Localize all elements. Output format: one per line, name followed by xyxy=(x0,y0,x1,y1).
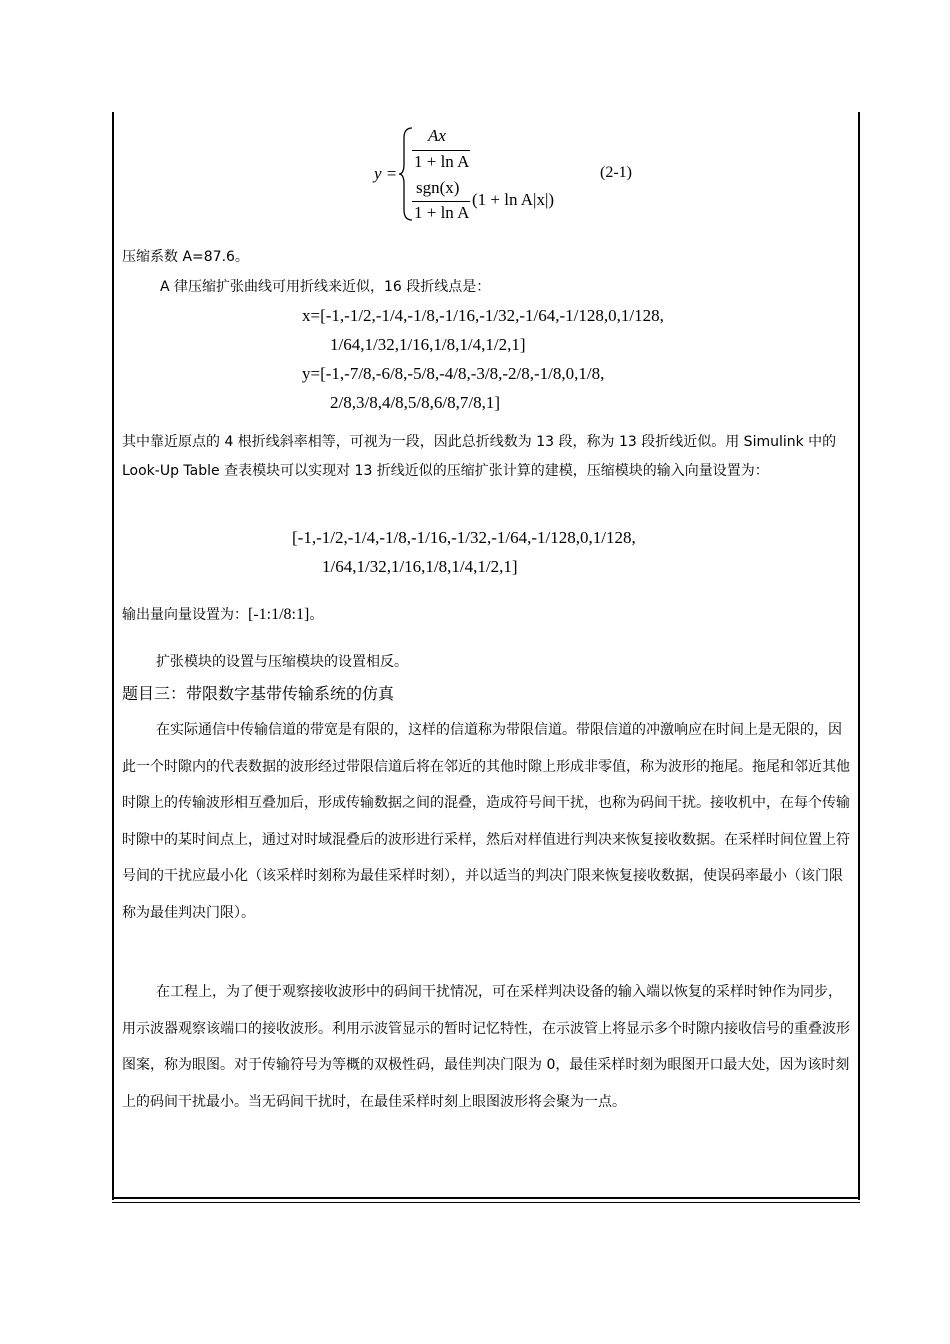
y-breakpoints-line-2: 2/8,3/8,4/8,5/8,6/8,7/8,1] xyxy=(330,393,500,412)
paragraph-isi-text: 在实际通信中传输信道的带宽是有限的，这样的信道称为带限信道。带限信道的冲激响应在时间上是无限的，因此一个时隙内的代表数据的波形经过带限信道后将在邻近的其他时隙上形成非零值，称为波形的拖尾。拖尾和邻近其他时隙上的传输波形相互叠加后，形成传输数据之间的混叠，造成符号间干扰，也称为码间干扰。接收机中，在每个传输时隙中的某时间点上，通过对时域混叠后的波形进行采样，然后对样值进行判决来恢复接收数据。在采样时间位置上符号间的干扰应最小化（该采样时刻称为最佳采样时刻），并以适当的判决门限来恢复接收数据，使误码率最小（该门限称为最佳判决门限）。 xyxy=(122,722,850,921)
formula-2-1 xyxy=(372,124,572,224)
output-vector-end: 。 xyxy=(309,607,324,623)
paragraph-13-segment-text: 其中靠近原点的 4 根折线斜率相等，可视为一段，因此总折线数为 13 段，称为 13 段折线近似。用 Simulink 中的 Look-Up Table 查表模块可以实现对 13 折线近似的压缩扩张计算的建模，压缩模块的输入向量设置为： xyxy=(122,434,837,479)
compress-coefficient-text: 压缩系数 A=87.6。 xyxy=(122,249,249,265)
formula-num2: sgn(x) xyxy=(416,178,460,197)
section-heading: 题目三：带限数字基带传输系统的仿真 xyxy=(122,684,395,703)
a-law-intro-text: A 律压缩扩张曲线可用折线来近似，16 段折线点是： xyxy=(160,279,491,295)
output-vector-label: 输出量向量设置为： xyxy=(122,607,248,623)
frame-bottom-rule xyxy=(112,1197,860,1199)
formula-den2: 1 + ln A xyxy=(414,203,470,222)
input-vector-line-1: [-1,-1/2,-1/4,-1/8,-1/16,-1/32,-1/64,-1/128,0,1/128, xyxy=(292,528,636,547)
formula-tail2: (1 + ln A|x|) xyxy=(472,190,555,209)
x-breakpoints-line-2: 1/64,1/32,1/16,1/8,1/4,1/2,1] xyxy=(330,335,526,354)
left-brace-icon xyxy=(398,126,414,222)
fraction-bar-2 xyxy=(412,201,470,202)
y-breakpoints-line-1: y=[-1,-7/8,-6/8,-5/8,-4/8,-3/8,-2/8,-1/8,0,1/8, xyxy=(302,364,605,383)
frame-bottom-rule-thin xyxy=(112,1202,860,1203)
paragraph-13-segment xyxy=(122,428,852,486)
equation-number: (2-1) xyxy=(600,164,632,181)
x-breakpoints-line-1: x=[-1,-1/2,-1/4,-1/8,-1/16,-1/32,-1/64,-1/128,0,1/128, xyxy=(302,306,664,325)
formula-num1: Ax xyxy=(428,126,446,145)
output-vector-value: [-1:1/8:1] xyxy=(248,606,310,623)
paragraph-eye-diagram-text: 在工程上，为了便于观察接收波形中的码间干扰情况，可在采样判决设备的输入端以恢复的采样时钟作为同步，用示波器观察该端口的接收波形。利用示波管显示的暂时记忆特性，在示波管上将显示多个时隙内接收信号的重叠波形图案，称为眼图。对于传输符号为等概的双极性码，最佳判决门限为 0，最佳采样时刻为眼图开口最大处，因为该时刻上的码间干扰最小。当无码间干扰时，在最佳采样时刻上眼图波形将会聚为一点。 xyxy=(122,984,850,1110)
expand-module-text: 扩张模块的设置与压缩模块的设置相反。 xyxy=(156,654,408,670)
fraction-bar-1 xyxy=(412,150,470,151)
formula-den1: 1 + ln A xyxy=(414,152,470,171)
formula-lhs: y = xyxy=(374,164,398,183)
paragraph-eye-diagram xyxy=(122,974,852,1120)
paragraph-isi xyxy=(122,712,852,931)
input-vector-line-2: 1/64,1/32,1/16,1/8,1/4,1/2,1] xyxy=(322,557,518,576)
output-vector-line xyxy=(122,604,323,624)
